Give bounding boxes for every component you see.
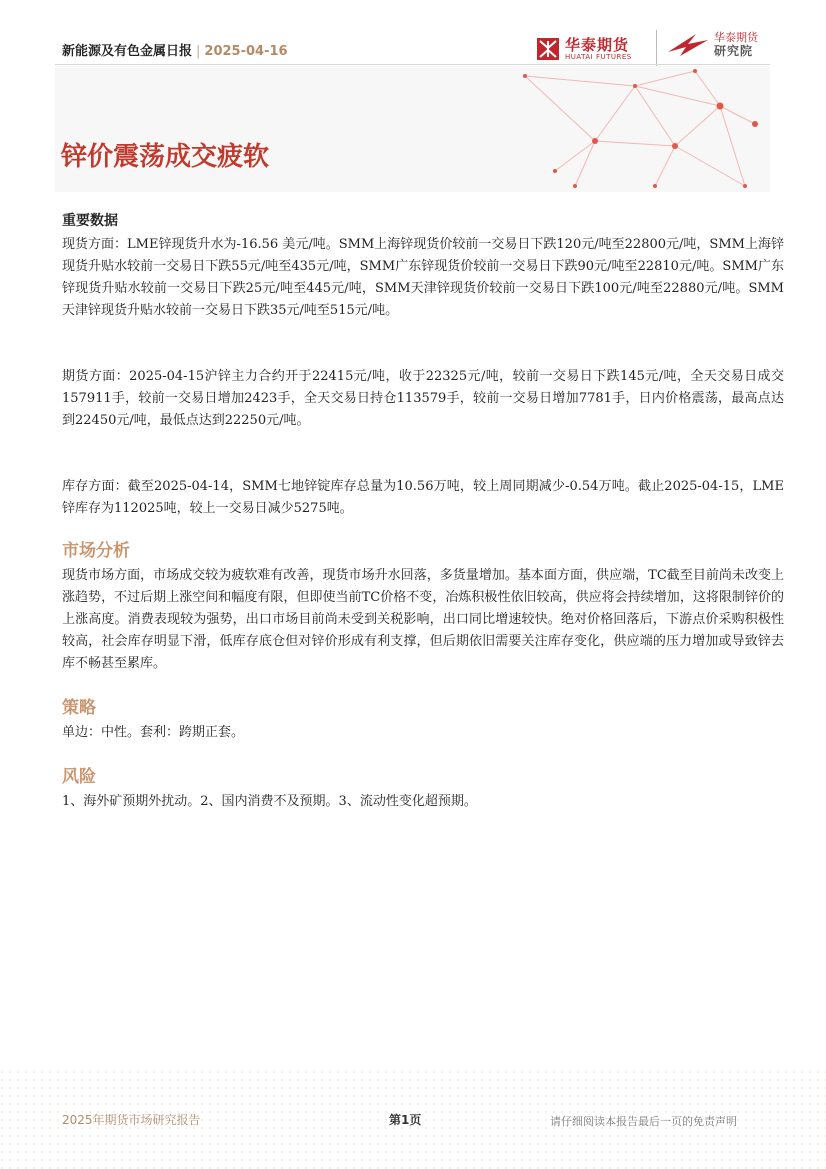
futures-paragraph: 期货方面：2025-04-15沪锌主力合约开于22415元/吨，收于22325元/吨，较前一交易日下跌145元/吨，全天交易日成交157911手，较前一交易日增加2423手，全天交易日持仓113579手，较前一交易日增加7781手，日内价格震荡，最高点达到22450元/吨，最低点达到22250元/吨。 <box>62 369 784 428</box>
logo-en-text: HUATAI FUTURES <box>565 52 632 61</box>
page-header <box>0 0 826 70</box>
logo-divider <box>656 30 657 66</box>
title-banner <box>55 66 770 192</box>
header-rule <box>55 64 770 65</box>
key-data-heading: 重要数据 <box>62 213 118 229</box>
logo-cn-text: 华泰期货 <box>565 35 630 54</box>
report-name: 新能源及有色金属日报 <box>62 44 193 59</box>
header-separator: | <box>196 44 201 59</box>
institute-line1: 华泰期货 <box>714 31 758 44</box>
huatai-logo <box>537 31 632 67</box>
page-number: 第1页 <box>389 1113 422 1127</box>
strategy-paragraph: 单边：中性。套利：跨期正套。 <box>62 725 245 740</box>
page-title: 锌价震荡成交疲软 <box>61 142 270 172</box>
huatai-logo-icon <box>537 38 559 60</box>
report-body <box>62 210 784 813</box>
spot-paragraph: 现货方面：LME锌现货升水为-16.56 美元/吨。SMM上海锌现货价较前一交易日下跌120元/吨至22800元/吨，SMM上海锌现货升贴水较前一交易日下跌55元/吨至435元/吨，SMM广东锌现货价较前一交易日下跌90元/吨至22810元/吨。SMM广东锌现货升贴水较前一交易日下跌25元/吨至445元/吨，SMM天津锌现货价较前一交易日下跌100元/吨至22880元/吨。SMM天津锌现货升贴水较前一交易日下跌35元/吨至515元/吨。 <box>62 237 784 318</box>
inventory-paragraph: 库存方面：截至2025-04-14，SMM七地锌锭库存总量为10.56万吨，较上周同期减少-0.54万吨。截止2025-04-15，LME锌库存为112025吨，较上一交易日减少5275吨。 <box>62 479 784 516</box>
report-date: 2025-04-16 <box>204 44 288 59</box>
institute-logo <box>666 30 758 60</box>
footer-report-label: 2025年期货市场研究报告 <box>62 1113 201 1127</box>
strategy-heading: 策略 <box>62 698 96 718</box>
market-analysis-heading: 市场分析 <box>62 541 130 561</box>
risk-heading: 风险 <box>62 767 96 787</box>
institute-logo-icon <box>666 30 710 60</box>
institute-line2: 研究院 <box>714 44 754 58</box>
market-analysis-paragraph: 现货市场方面，市场成交较为疲软难有改善，现货市场升水回落，多货量增加。基本面方面，供应端，TC截至目前尚未改变上涨趋势，不过后期上涨空间和幅度有限，但即使当前TC价格不变，冶炼积极性依旧较高，供应将会持续增加，这将限制锌价的上涨高度。消费表现较为强势，出口市场目前尚未受到关税影响，出口同比增速较快。绝对价格回落后，下游点价采购积极性较高，社会库存明显下滑，低库存底仓但对锌价形成有利支撑，但后期依旧需要关注库存变化，供应端的压力增加或导致锌去库不畅甚至累库。 <box>62 568 784 671</box>
disclaimer-note: 请仔细阅读本报告最后一页的免责声明 <box>550 1115 737 1128</box>
risk-paragraph: 1、海外矿预期外扰动。2、国内消费不及预期。3、流动性变化超预期。 <box>62 794 477 809</box>
network-pattern-icon <box>55 66 770 192</box>
report-header-line <box>62 40 288 59</box>
